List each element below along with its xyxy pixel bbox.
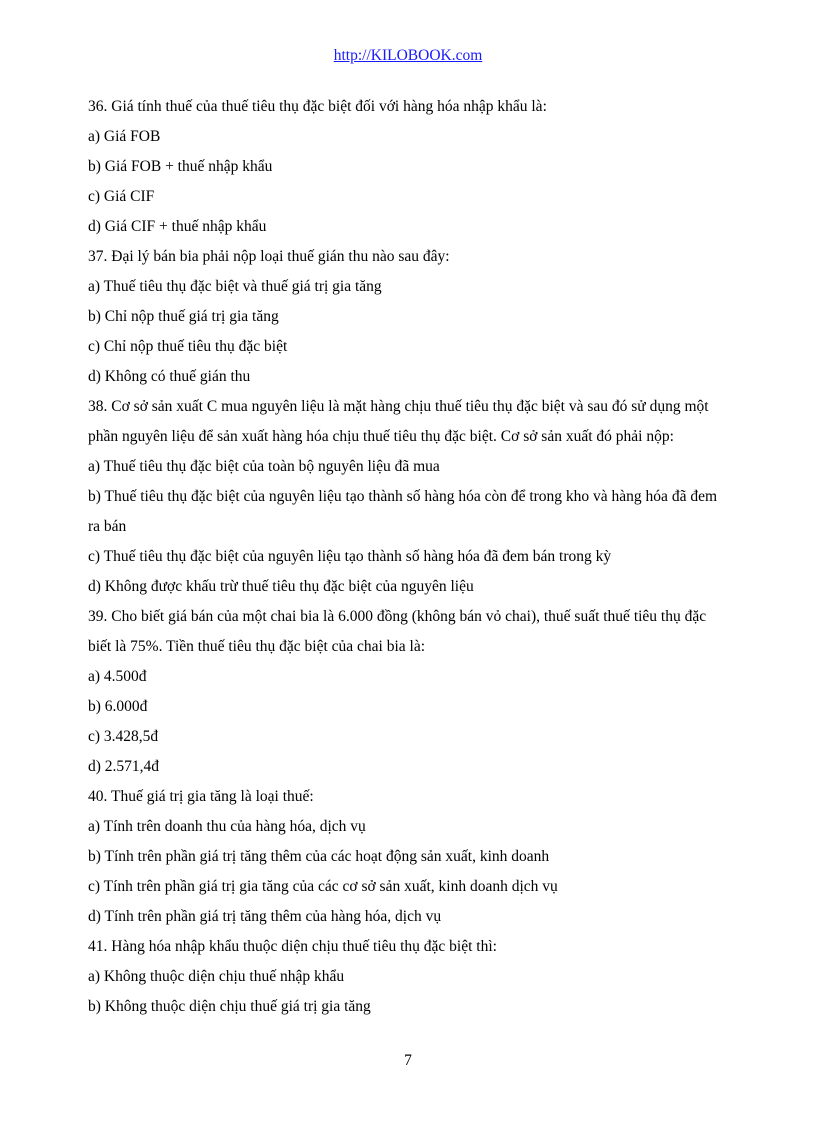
answer-option: c) Tính trên phần giá trị gia tăng của các cơ sở sản xuất, kinh doanh dịch vụ [88,878,558,895]
page-header [0,47,816,65]
answer-option: d) Không được khấu trừ thuế tiêu thụ đặc biệt của nguyên liệu [88,578,474,595]
answer-option: a) Không thuộc diện chịu thuế nhập khẩu [88,968,345,985]
answer-option: a) Thuế tiêu thụ đặc biệt và thuế giá trị gia tăng [88,278,382,295]
answer-option: c) 3.428,5đ [88,728,159,745]
answer-option: d) Không có thuế gián thu [88,368,251,385]
answer-option: b) Chỉ nộp thuế giá trị gia tăng [88,308,279,325]
answer-option: a) Giá FOB [88,128,161,145]
question-text: 40. Thuế giá trị gia tăng là loại thuế: [88,788,314,805]
site-link[interactable]: http://KILOBOOK.com [333,47,483,64]
answer-option: c) Giá CIF [88,188,155,205]
answer-option: b) Tính trên phần giá trị tăng thêm của các hoạt động sản xuất, kinh doanh [88,848,550,865]
answer-option: a) Tính trên doanh thu của hàng hóa, dịch vụ [88,818,366,835]
page-number: 7 [404,1052,412,1069]
answer-option: b) 6.000đ [88,698,148,715]
answer-option: c) Thuế tiêu thụ đặc biệt của nguyên liệu tạo thành số hàng hóa đã đem bán trong kỳ [88,548,612,565]
answer-option: d) 2.571,4đ [88,758,160,775]
question-text: 41. Hàng hóa nhập khẩu thuộc diện chịu thuế tiêu thụ đặc biệt thì: [88,938,497,955]
question-text: 36. Giá tính thuế của thuế tiêu thụ đặc biệt đối với hàng hóa nhập khẩu là: [88,98,547,115]
question-list [88,92,728,1022]
question-text: 37. Đại lý bán bia phải nộp loại thuế gián thu nào sau đây: [88,248,450,265]
answer-option: c) Chỉ nộp thuế tiêu thụ đặc biệt [88,338,288,355]
question-block [88,602,728,782]
question-block [88,782,728,932]
question-block [88,242,728,392]
answer-option: d) Tính trên phần giá trị tăng thêm của hàng hóa, dịch vụ [88,908,442,925]
answer-option: a) Thuế tiêu thụ đặc biệt của toàn bộ nguyên liệu đã mua [88,458,440,475]
answer-option: b) Thuế tiêu thụ đặc biệt của nguyên liệu tạo thành số hàng hóa còn để trong kho và hàng hóa đã đem ra bán [88,488,718,535]
question-text: 38. Cơ sở sản xuất C mua nguyên liệu là mặt hàng chịu thuế tiêu thụ đặc biệt và sau đó sử dụng một phần nguyên liệu để sản xuất hàng hóa chịu thuế tiêu thụ đặc biệt. Cơ sở sản xuất đó phải nộp: [88,398,709,445]
question-block [88,392,728,602]
question-text: 39. Cho biết giá bán của một chai bia là 6.000 đồng (không bán vỏ chai), thuế suất thuế tiêu thụ đặc biết là 75%. Tiền thuế tiêu thụ đặc biệt của chai bia là: [88,608,707,655]
question-block [88,92,728,242]
answer-option: b) Giá FOB + thuế nhập khẩu [88,158,273,175]
answer-option: b) Không thuộc diện chịu thuế giá trị gia tăng [88,998,371,1015]
answer-option: d) Giá CIF + thuế nhập khẩu [88,218,267,235]
question-block [88,932,728,1022]
answer-option: a) 4.500đ [88,668,147,685]
